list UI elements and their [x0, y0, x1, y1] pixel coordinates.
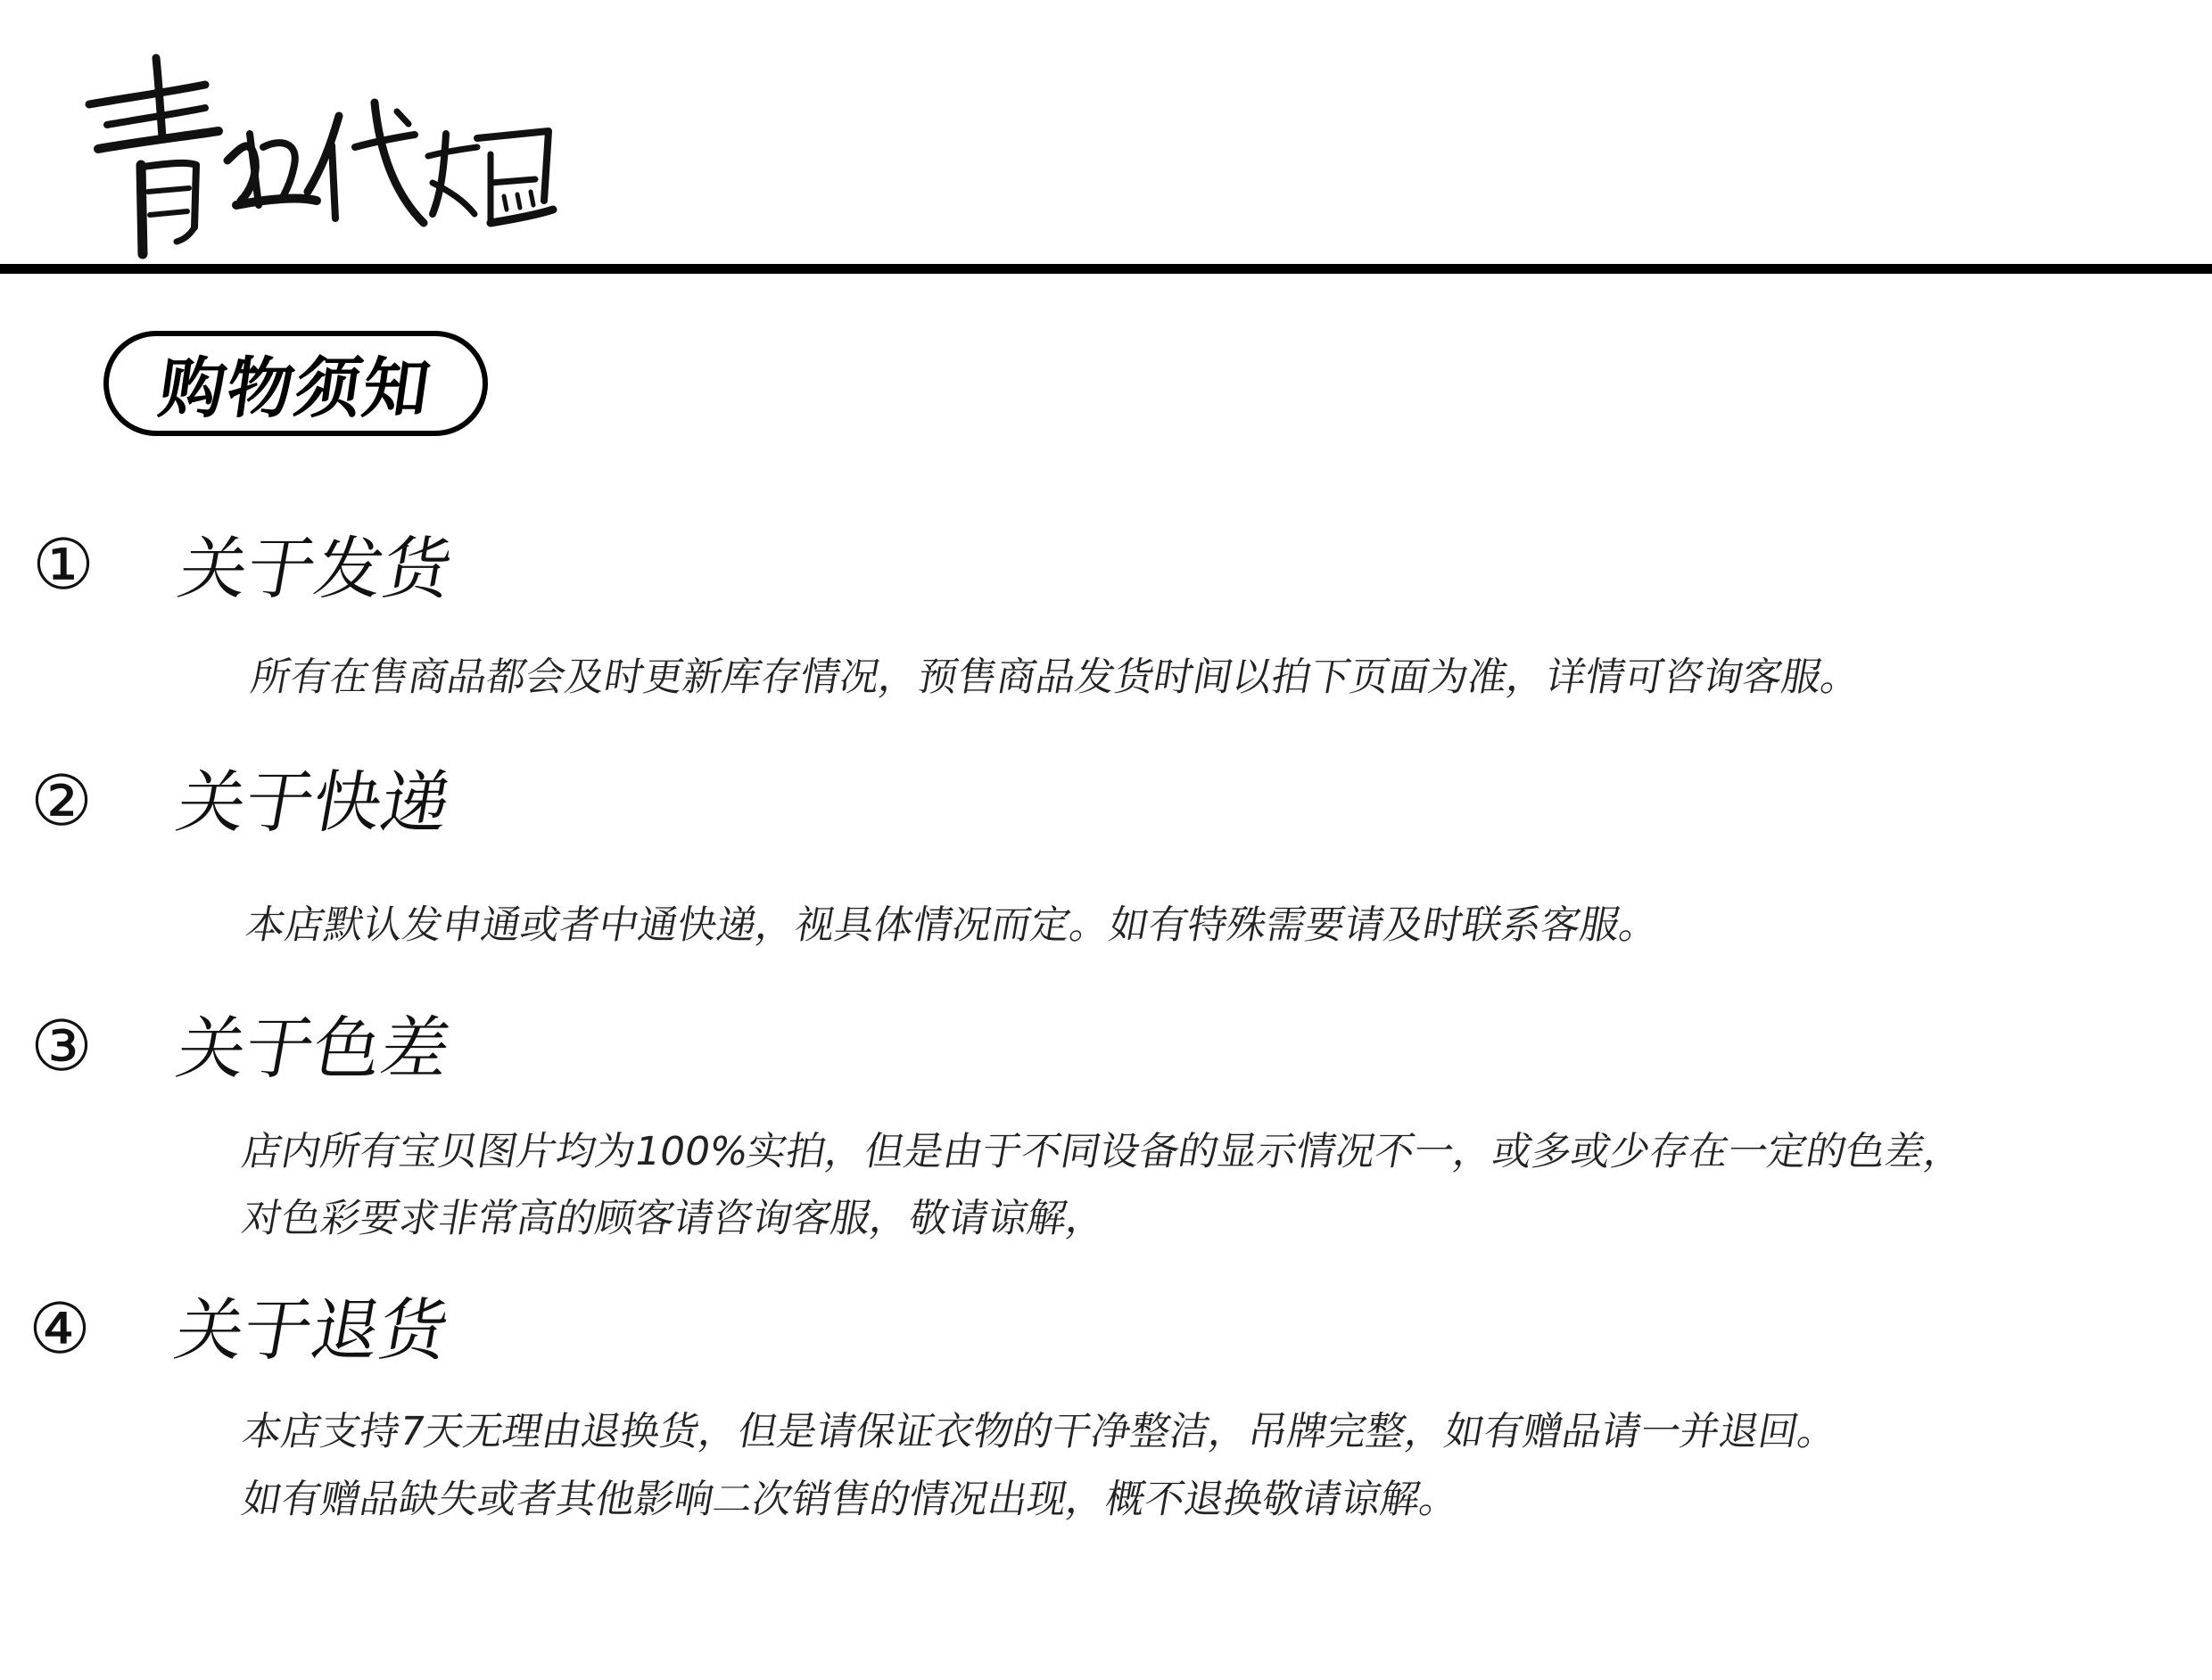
page-title: 购物须知 — [153, 350, 436, 427]
section-number: ① — [32, 525, 95, 605]
section-body-line: 本店支持7天无理由退换货，但是请保证衣物的干净整洁，吊牌完整，如有赠品请一并退回。 — [238, 1409, 1842, 1454]
header-divider — [0, 264, 2212, 274]
section-number: ② — [30, 762, 93, 842]
page-title-badge — [103, 331, 488, 436]
section-body-line: 所有在售商品都会及时更新库存情况，预售商品发货时间以拍下页面为准，详情可咨询客服。 — [247, 655, 1865, 700]
brand-calligraphy-icon — [71, 49, 571, 272]
section-body-line: 店内所有宝贝图片均为100%实拍，但是由于不同设备的显示情况不一，或多或少存在一定的色差， — [238, 1129, 1969, 1174]
section-body-line: 如有赠品缺失或者其他影响二次销售的情况出现，概不退换敬请谅解。 — [238, 1477, 1464, 1522]
brand-logo — [71, 49, 571, 272]
section-heading-color-difference: 关于色差 — [170, 1009, 457, 1088]
section-body-line: 本店默认发申通或者中通快递，视具体情况而定。如有特殊需要请及时联系客服。 — [242, 902, 1663, 948]
section-number: ④ — [29, 1289, 91, 1370]
section-heading-shipping: 关于发货 — [172, 529, 458, 608]
section-heading-returns: 关于退货 — [169, 1290, 455, 1370]
section-number: ③ — [30, 1007, 93, 1087]
section-body-line: 对色彩要求非常高的顾客请咨询客服，敬请谅解， — [238, 1196, 1110, 1241]
section-heading-courier: 关于快递 — [170, 762, 457, 842]
